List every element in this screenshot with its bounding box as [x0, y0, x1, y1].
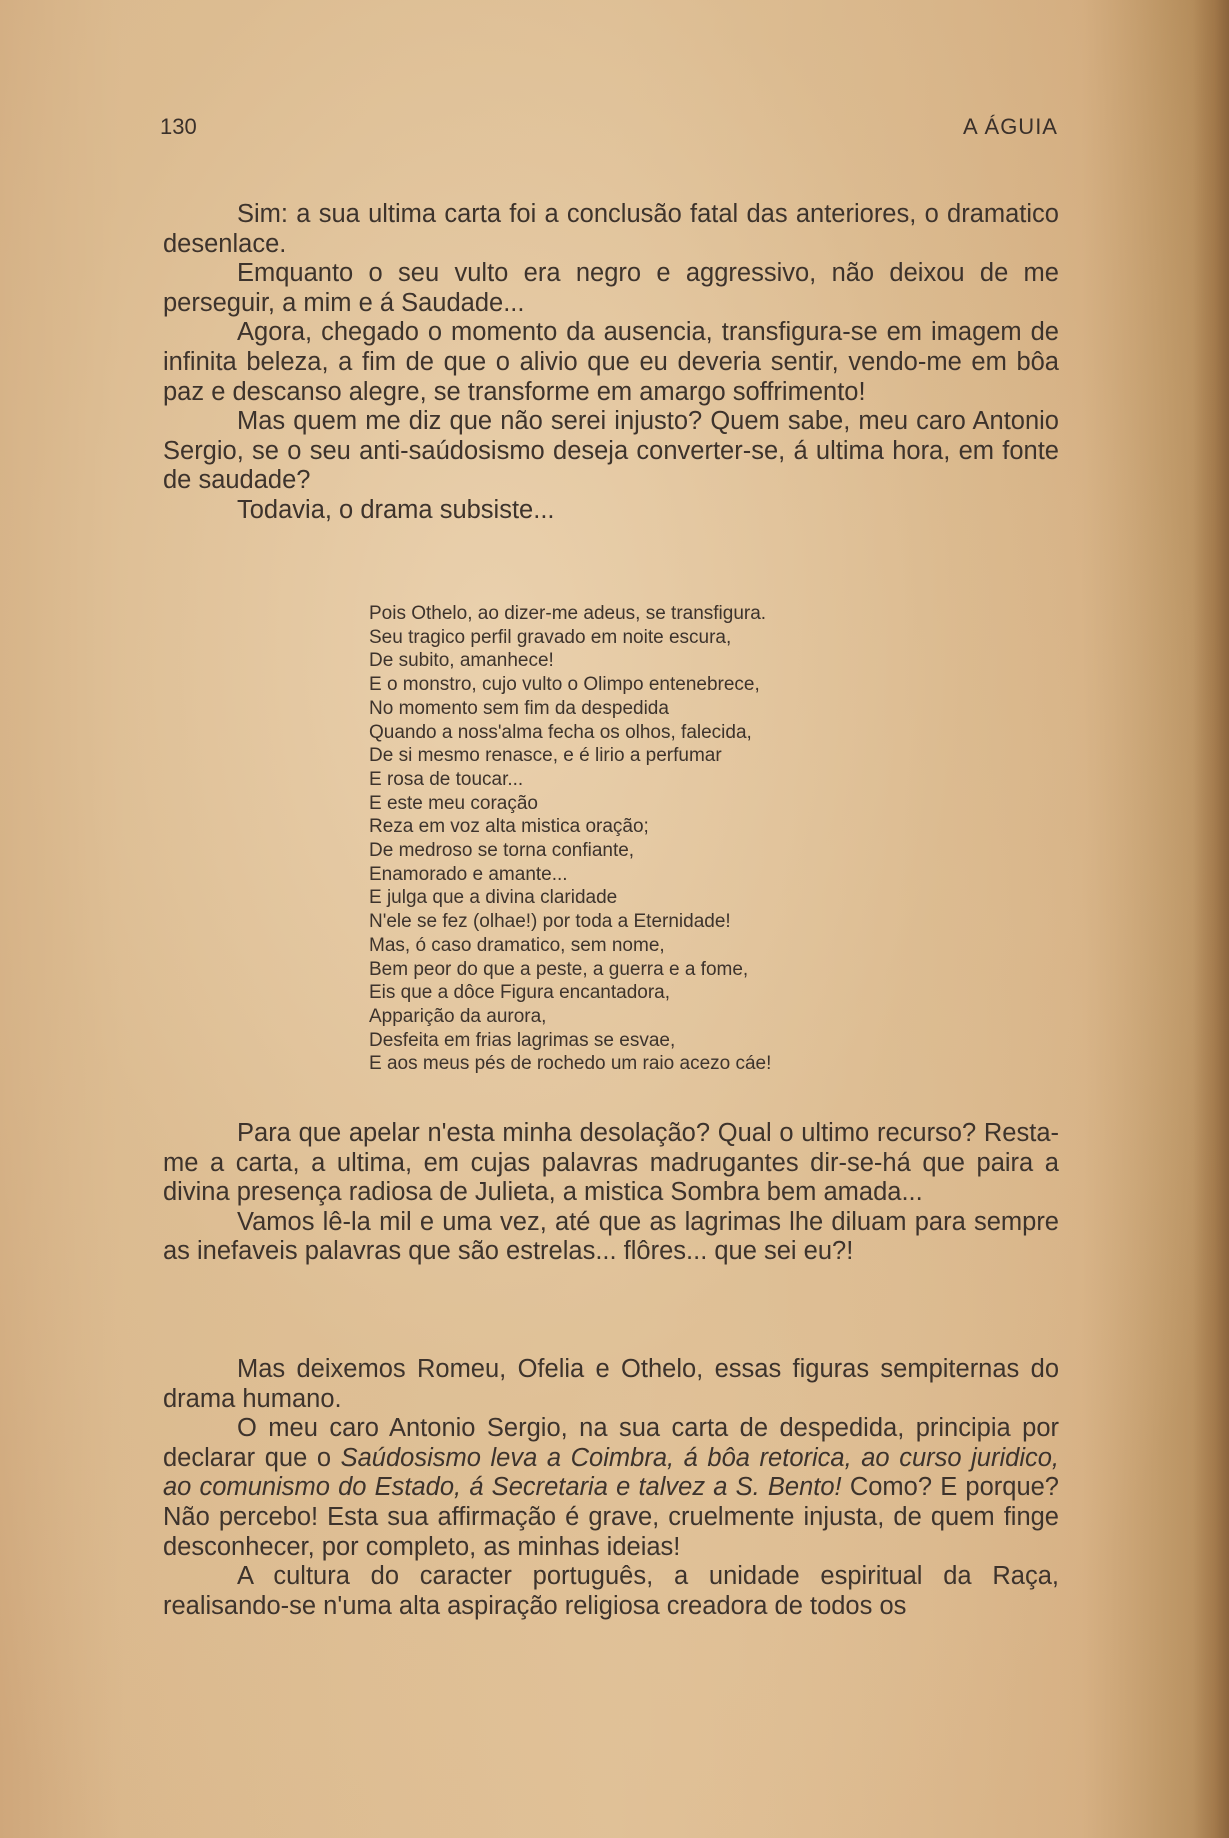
poem-line: Reza em voz alta mistica oração; — [369, 816, 649, 838]
poem-line: E rosa de toucar... — [369, 768, 524, 790]
poem-line: E julga que a divina claridade — [369, 887, 618, 909]
poem-line: Pois Othelo, ao dizer-me adeus, se transfigura. — [369, 603, 767, 624]
paragraph: Para que apelar n'esta minha desolação? Qual o ultimo recurso? Resta-me a carta, a ultima, em cujas palavras madrugantes dir-se-há que paira a divina presença radiosa de Julieta, a mistica Sombra bem amada... — [163, 1119, 1059, 1207]
poem-line: E este meu coração — [369, 792, 538, 814]
paragraph: Sim: a sua ultima carta foi a conclusão fatal das anteriores, o dramatico desenlace. — [163, 200, 1059, 258]
page-number: 130 — [160, 114, 197, 139]
prose-section-2 — [163, 1119, 1059, 1267]
poem-line: Enamorado e amante... — [369, 863, 568, 885]
poem-line: Desfeita em frias lagrimas se esvae, — [369, 1029, 676, 1051]
poem-line: Eis que a dôce Figura encantadora, — [369, 982, 671, 1004]
poem-line: E aos meus pés de rochedo um raio acezo cáe! — [369, 1053, 772, 1075]
poem-line: Bem peor do que a peste, a guerra e a fome, — [369, 958, 749, 980]
poem-line: Mas, ó caso dramatico, sem nome, — [369, 934, 665, 956]
page-edge-shadow — [1193, 0, 1229, 1838]
poem-line: Quando a noss'alma fecha os olhos, falecida, — [369, 721, 752, 743]
poem-line: No momento sem fim da despedida — [369, 697, 669, 719]
paragraph-text: Como? E porque? Não percebo! Esta sua affirmação é grave, cruelmente injusta, de quem finge desconhecer, por completo, as minhas ideias! — [163, 1473, 1059, 1561]
paragraph: Vamos lê-la mil e uma vez, até que as lagrimas lhe diluam para sempre as inefaveis palavras que são estrelas... flôres... que sei eu?! — [163, 1207, 1059, 1266]
poem-line: N'ele se fez (olhae!) por toda a Eternidade! — [369, 911, 731, 933]
poem-line: De medroso se torna confiante, — [369, 840, 635, 862]
paragraph — [163, 1414, 1059, 1562]
prose-section-1 — [163, 200, 1059, 526]
poem-line: E o monstro, cujo vulto o Olimpo entenebrece, — [369, 674, 760, 696]
prose-section-3 — [163, 1355, 1059, 1621]
paragraph: Mas quem me diz que não serei injusto? Quem sabe, meu caro Antonio Sergio, se o seu anti-saúdosismo deseja converter-se, á ultima hora, em fonte de saudade? — [163, 407, 1059, 495]
paragraph: Todavia, o drama subsiste... — [237, 495, 555, 524]
poem-line: Seu tragico perfil gravado em noite escura, — [369, 626, 732, 648]
italic-quote: Saúdosismo leva a Coimbra, á bôa retorica, ao curso juridico, ao comunismo do Estado, á Secretaria e talvez a S. Bento! — [163, 1443, 1060, 1502]
poem — [369, 602, 909, 1076]
running-head: A ÁGUIA — [962, 114, 1058, 139]
poem-line: De subito, amanhece! — [369, 650, 554, 672]
paragraph-text: O meu caro Antonio Sergio, na sua carta de despedida, principia por declarar que o — [163, 1414, 1059, 1472]
poem-line: Apparição da aurora, — [369, 1005, 547, 1027]
paragraph: Agora, chegado o momento da ausencia, transfigura-se em imagem de infinita beleza, a fim de que o alivio que eu deveria sentir, vendo-me em bôa paz e descanso alegre, se transforme em amargo soffrimento! — [163, 318, 1059, 406]
paragraph: A cultura do caracter português, a unidade espiritual da Raça, realisando-se n'uma alta aspiração religiosa creadora de todos os — [163, 1562, 1059, 1620]
paragraph: Mas deixemos Romeu, Ofelia e Othelo, essas figuras sempiternas do drama humano. — [163, 1355, 1059, 1413]
poem-line: De si mesmo renasce, e é lirio a perfumar — [369, 745, 722, 767]
paragraph: Emquanto o seu vulto era negro e aggressivo, não deixou de me perseguir, a mim e á Saudade... — [163, 259, 1059, 317]
